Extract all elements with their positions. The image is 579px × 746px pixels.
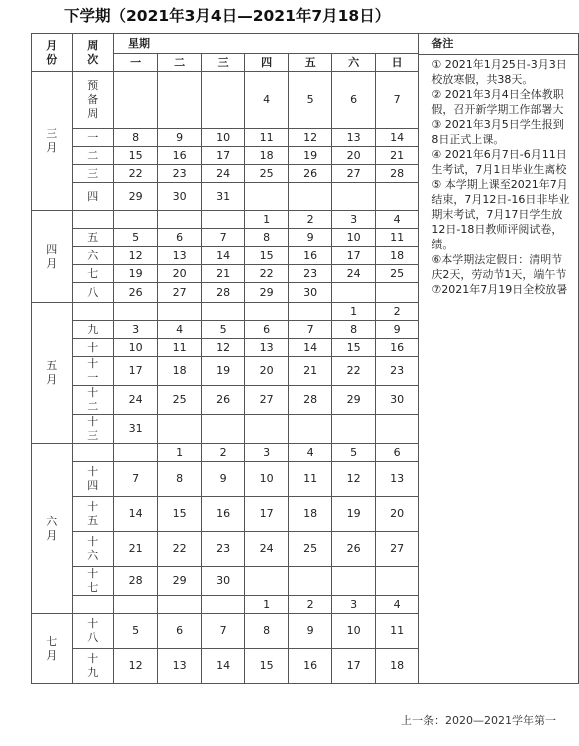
day-cell: 4 bbox=[375, 211, 419, 229]
week-number: 十八 bbox=[87, 617, 99, 644]
day-cell: 16 bbox=[375, 339, 419, 357]
month-cell bbox=[32, 444, 73, 614]
day-cell: 17 bbox=[332, 649, 376, 684]
month-cell bbox=[32, 211, 73, 303]
day-cell bbox=[375, 567, 419, 596]
day-cell: 5 bbox=[332, 444, 376, 462]
day-cell: 21 bbox=[375, 147, 419, 165]
day-cell: 19 bbox=[332, 497, 376, 532]
day-cell: 10 bbox=[113, 339, 157, 357]
day-cell: 10 bbox=[332, 614, 376, 649]
week-number-cell bbox=[72, 567, 113, 596]
week-number: 十二 bbox=[87, 386, 99, 413]
notes-divider bbox=[419, 54, 578, 55]
page-title: 下学期（2021年3月4日—2021年7月18日） bbox=[64, 7, 391, 25]
day-cell: 11 bbox=[158, 339, 202, 357]
day-cell: 6 bbox=[158, 614, 202, 649]
day-cell: 12 bbox=[113, 247, 157, 265]
day-cell: 15 bbox=[245, 247, 289, 265]
day-cell: 1 bbox=[158, 444, 202, 462]
day-cell: 13 bbox=[245, 339, 289, 357]
day-cell: 20 bbox=[375, 497, 419, 532]
day-cell: 9 bbox=[375, 321, 419, 339]
day-cell: 3 bbox=[332, 596, 376, 614]
school-calendar-table bbox=[31, 33, 579, 684]
week-number-cell bbox=[72, 183, 113, 211]
day-cell bbox=[288, 183, 332, 211]
week-number: 一 bbox=[87, 130, 99, 144]
week-number-cell bbox=[72, 303, 113, 321]
week-number: 十五 bbox=[87, 500, 99, 527]
month-cell bbox=[32, 72, 73, 211]
week-number-cell bbox=[72, 265, 113, 283]
week-number-cell bbox=[72, 129, 113, 147]
week-number: 六 bbox=[87, 248, 99, 262]
day-cell: 27 bbox=[332, 165, 376, 183]
day-cell: 14 bbox=[375, 129, 419, 147]
day-cell: 4 bbox=[375, 596, 419, 614]
week-number: 十六 bbox=[87, 535, 99, 562]
day-cell: 3 bbox=[245, 444, 289, 462]
day-cell: 8 bbox=[332, 321, 376, 339]
month-cell bbox=[32, 614, 73, 684]
day-cell: 29 bbox=[158, 567, 202, 596]
day-cell bbox=[158, 415, 202, 444]
day-cell: 7 bbox=[288, 321, 332, 339]
day-cell bbox=[113, 444, 157, 462]
day-cell bbox=[201, 596, 245, 614]
day-cell: 22 bbox=[158, 532, 202, 567]
previous-article-link[interactable]: 上一条：2020—2021学年第一 bbox=[401, 714, 556, 727]
day-cell: 2 bbox=[288, 596, 332, 614]
day-cell: 27 bbox=[245, 386, 289, 415]
day-cell: 9 bbox=[201, 462, 245, 497]
weekday-header: 六 bbox=[332, 54, 376, 72]
note-line: ① 2021年1月25日-3月3日 bbox=[431, 58, 567, 71]
day-cell: 13 bbox=[158, 247, 202, 265]
week-number-cell bbox=[72, 596, 113, 614]
week-number: 十九 bbox=[87, 652, 99, 679]
day-cell: 16 bbox=[288, 247, 332, 265]
day-cell: 1 bbox=[332, 303, 376, 321]
day-cell: 7 bbox=[201, 229, 245, 247]
day-cell: 28 bbox=[201, 283, 245, 303]
day-cell: 15 bbox=[245, 649, 289, 684]
week-number: 四 bbox=[87, 189, 99, 203]
day-cell bbox=[158, 303, 202, 321]
day-cell: 23 bbox=[375, 357, 419, 386]
day-cell: 5 bbox=[201, 321, 245, 339]
week-number-cell bbox=[72, 147, 113, 165]
day-cell bbox=[375, 183, 419, 211]
note-line: 结束，7月12日-16日非毕业 bbox=[431, 193, 570, 206]
day-cell: 23 bbox=[288, 265, 332, 283]
day-cell: 16 bbox=[158, 147, 202, 165]
day-cell: 23 bbox=[158, 165, 202, 183]
day-cell: 13 bbox=[375, 462, 419, 497]
day-cell: 21 bbox=[113, 532, 157, 567]
week-number-header-label: 周次 bbox=[87, 38, 99, 66]
month-label: 三月 bbox=[46, 127, 58, 154]
day-cell: 2 bbox=[201, 444, 245, 462]
day-cell: 19 bbox=[201, 357, 245, 386]
day-cell: 24 bbox=[201, 165, 245, 183]
day-cell: 27 bbox=[375, 532, 419, 567]
day-cell: 31 bbox=[201, 183, 245, 211]
note-line: 8日正式上课。 bbox=[431, 133, 505, 146]
day-cell bbox=[201, 72, 245, 129]
day-cell: 18 bbox=[375, 649, 419, 684]
weekday-group-header: 星期 bbox=[113, 34, 418, 54]
day-cell: 11 bbox=[375, 229, 419, 247]
week-number: 三 bbox=[87, 166, 99, 180]
day-cell bbox=[201, 303, 245, 321]
week-number-cell bbox=[72, 386, 113, 415]
day-cell: 13 bbox=[332, 129, 376, 147]
day-cell: 30 bbox=[375, 386, 419, 415]
day-cell: 3 bbox=[332, 211, 376, 229]
weekday-header: 二 bbox=[158, 54, 202, 72]
day-cell: 20 bbox=[245, 357, 289, 386]
day-cell: 23 bbox=[201, 532, 245, 567]
day-cell: 5 bbox=[113, 229, 157, 247]
note-line: ③ 2021年3月5日学生报到 bbox=[431, 118, 564, 131]
day-cell bbox=[288, 415, 332, 444]
weekday-header: 一 bbox=[113, 54, 157, 72]
week-number-cell bbox=[72, 497, 113, 532]
week-number: 十三 bbox=[87, 415, 99, 442]
month-header-label: 月份 bbox=[46, 38, 58, 66]
day-cell: 11 bbox=[288, 462, 332, 497]
day-cell: 4 bbox=[245, 72, 289, 129]
day-cell: 19 bbox=[113, 265, 157, 283]
day-cell: 12 bbox=[332, 462, 376, 497]
day-cell: 7 bbox=[201, 614, 245, 649]
week-number-cell bbox=[72, 72, 113, 129]
day-cell: 29 bbox=[113, 183, 157, 211]
week-number-cell bbox=[72, 444, 113, 462]
day-cell: 21 bbox=[288, 357, 332, 386]
week-number-header bbox=[72, 34, 113, 72]
week-number: 十 bbox=[87, 340, 99, 354]
week-number-cell bbox=[72, 415, 113, 444]
day-cell: 1 bbox=[245, 211, 289, 229]
day-cell bbox=[332, 283, 376, 303]
day-cell: 3 bbox=[113, 321, 157, 339]
day-cell: 22 bbox=[245, 265, 289, 283]
day-cell: 10 bbox=[332, 229, 376, 247]
day-cell: 24 bbox=[332, 265, 376, 283]
note-line: 假，召开新学期工作部署大 bbox=[431, 103, 564, 116]
day-cell: 18 bbox=[375, 247, 419, 265]
day-cell: 6 bbox=[245, 321, 289, 339]
week-number: 预备周 bbox=[87, 79, 99, 120]
day-cell: 12 bbox=[288, 129, 332, 147]
day-cell bbox=[113, 72, 157, 129]
day-cell: 26 bbox=[288, 165, 332, 183]
day-cell: 22 bbox=[332, 357, 376, 386]
month-label: 六月 bbox=[46, 514, 58, 542]
day-cell bbox=[201, 415, 245, 444]
day-cell: 9 bbox=[288, 614, 332, 649]
note-line: ② 2021年3月4日全体教职 bbox=[431, 88, 564, 101]
day-cell: 18 bbox=[158, 357, 202, 386]
week-number: 十一 bbox=[87, 357, 99, 384]
day-cell bbox=[288, 567, 332, 596]
day-cell: 17 bbox=[201, 147, 245, 165]
day-cell: 26 bbox=[113, 283, 157, 303]
note-line: ⑤ 本学期上课至2021年7月 bbox=[431, 178, 568, 191]
day-cell: 15 bbox=[332, 339, 376, 357]
day-cell: 12 bbox=[201, 339, 245, 357]
day-cell: 5 bbox=[288, 72, 332, 129]
day-cell bbox=[245, 303, 289, 321]
day-cell: 8 bbox=[245, 229, 289, 247]
day-cell: 18 bbox=[288, 497, 332, 532]
week-number: 七 bbox=[87, 266, 99, 280]
day-cell bbox=[375, 415, 419, 444]
day-cell: 29 bbox=[332, 386, 376, 415]
week-number-cell bbox=[72, 165, 113, 183]
day-cell bbox=[113, 596, 157, 614]
week-number-cell bbox=[72, 229, 113, 247]
note-line: ⑦2021年7月19日全校放暑 bbox=[431, 283, 568, 296]
note-line: 绩。 bbox=[431, 238, 454, 251]
day-cell: 7 bbox=[113, 462, 157, 497]
week-number-cell bbox=[72, 649, 113, 684]
week-number-cell bbox=[72, 614, 113, 649]
day-cell bbox=[158, 211, 202, 229]
month-label: 四月 bbox=[46, 242, 58, 270]
day-cell: 26 bbox=[201, 386, 245, 415]
day-cell: 16 bbox=[288, 649, 332, 684]
day-cell: 8 bbox=[113, 129, 157, 147]
day-cell: 15 bbox=[113, 147, 157, 165]
day-cell: 24 bbox=[245, 532, 289, 567]
day-cell: 20 bbox=[332, 147, 376, 165]
day-cell: 14 bbox=[201, 247, 245, 265]
week-number-cell bbox=[72, 462, 113, 497]
day-cell: 14 bbox=[201, 649, 245, 684]
month-header bbox=[32, 34, 73, 72]
day-cell: 14 bbox=[288, 339, 332, 357]
day-cell: 20 bbox=[158, 265, 202, 283]
day-cell bbox=[113, 211, 157, 229]
day-cell: 12 bbox=[113, 649, 157, 684]
day-cell bbox=[201, 211, 245, 229]
day-cell: 18 bbox=[245, 147, 289, 165]
week-number: 八 bbox=[87, 285, 99, 299]
note-line: 庆2天，劳动节1天，端午节 bbox=[431, 268, 567, 281]
day-cell: 26 bbox=[332, 532, 376, 567]
day-cell: 7 bbox=[375, 72, 419, 129]
day-cell: 4 bbox=[158, 321, 202, 339]
week-number-cell bbox=[72, 247, 113, 265]
day-cell: 6 bbox=[332, 72, 376, 129]
day-cell: 19 bbox=[288, 147, 332, 165]
week-number-cell bbox=[72, 532, 113, 567]
note-line: 校放寒假，共38天。 bbox=[431, 73, 534, 86]
day-cell bbox=[375, 283, 419, 303]
week-number-cell bbox=[72, 339, 113, 357]
week-number: 十四 bbox=[87, 465, 99, 492]
day-cell: 30 bbox=[288, 283, 332, 303]
day-cell bbox=[245, 415, 289, 444]
weekday-header: 三 bbox=[201, 54, 245, 72]
day-cell: 30 bbox=[158, 183, 202, 211]
day-cell: 30 bbox=[201, 567, 245, 596]
day-cell: 6 bbox=[375, 444, 419, 462]
day-cell bbox=[245, 567, 289, 596]
day-cell: 17 bbox=[113, 357, 157, 386]
month-label: 五月 bbox=[46, 359, 58, 386]
day-cell: 2 bbox=[288, 211, 332, 229]
day-cell: 13 bbox=[158, 649, 202, 684]
day-cell: 22 bbox=[113, 165, 157, 183]
week-number-cell bbox=[72, 211, 113, 229]
weekday-header: 五 bbox=[288, 54, 332, 72]
day-cell: 5 bbox=[113, 614, 157, 649]
day-cell: 10 bbox=[245, 462, 289, 497]
day-cell: 15 bbox=[158, 497, 202, 532]
day-cell bbox=[158, 72, 202, 129]
day-cell bbox=[113, 303, 157, 321]
day-cell: 27 bbox=[158, 283, 202, 303]
day-cell bbox=[245, 183, 289, 211]
day-cell bbox=[332, 415, 376, 444]
day-cell: 31 bbox=[113, 415, 157, 444]
notes-header: 备注 bbox=[431, 37, 454, 50]
day-cell: 8 bbox=[158, 462, 202, 497]
day-cell: 25 bbox=[288, 532, 332, 567]
week-number-cell bbox=[72, 357, 113, 386]
day-cell: 11 bbox=[245, 129, 289, 147]
day-cell: 29 bbox=[245, 283, 289, 303]
day-cell: 28 bbox=[288, 386, 332, 415]
day-cell: 2 bbox=[375, 303, 419, 321]
weekday-header: 四 bbox=[245, 54, 289, 72]
day-cell: 17 bbox=[245, 497, 289, 532]
day-cell: 16 bbox=[201, 497, 245, 532]
day-cell bbox=[332, 567, 376, 596]
day-cell bbox=[288, 303, 332, 321]
day-cell: 10 bbox=[201, 129, 245, 147]
day-cell: 9 bbox=[158, 129, 202, 147]
note-line: 期末考试，7月17日学生放 bbox=[431, 208, 563, 221]
notes-column bbox=[419, 34, 579, 684]
day-cell bbox=[158, 596, 202, 614]
day-cell bbox=[332, 183, 376, 211]
day-cell: 28 bbox=[375, 165, 419, 183]
week-number: 九 bbox=[87, 322, 99, 336]
month-label: 七月 bbox=[46, 634, 58, 662]
day-cell: 28 bbox=[113, 567, 157, 596]
day-cell: 14 bbox=[113, 497, 157, 532]
day-cell: 25 bbox=[158, 386, 202, 415]
day-cell: 21 bbox=[201, 265, 245, 283]
day-cell: 6 bbox=[158, 229, 202, 247]
day-cell: 17 bbox=[332, 247, 376, 265]
note-line: 12日-18日教师评阅试卷， bbox=[431, 223, 563, 236]
week-number-cell bbox=[72, 321, 113, 339]
note-line: 生考试，7月1日毕业生离校 bbox=[431, 163, 567, 176]
day-cell: 1 bbox=[245, 596, 289, 614]
day-cell: 24 bbox=[113, 386, 157, 415]
week-number: 十七 bbox=[87, 567, 99, 594]
day-cell: 11 bbox=[375, 614, 419, 649]
month-cell bbox=[32, 303, 73, 444]
week-number: 五 bbox=[87, 230, 99, 244]
day-cell: 25 bbox=[375, 265, 419, 283]
weekday-header: 日 bbox=[375, 54, 419, 72]
week-number: 二 bbox=[87, 148, 99, 162]
day-cell: 8 bbox=[245, 614, 289, 649]
day-cell: 4 bbox=[288, 444, 332, 462]
week-number-cell bbox=[72, 283, 113, 303]
day-cell: 25 bbox=[245, 165, 289, 183]
note-line: ⑥本学期法定假日：清明节 bbox=[431, 253, 563, 266]
day-cell: 9 bbox=[288, 229, 332, 247]
note-line: ④ 2021年6月7日-6月11日 bbox=[431, 148, 567, 161]
